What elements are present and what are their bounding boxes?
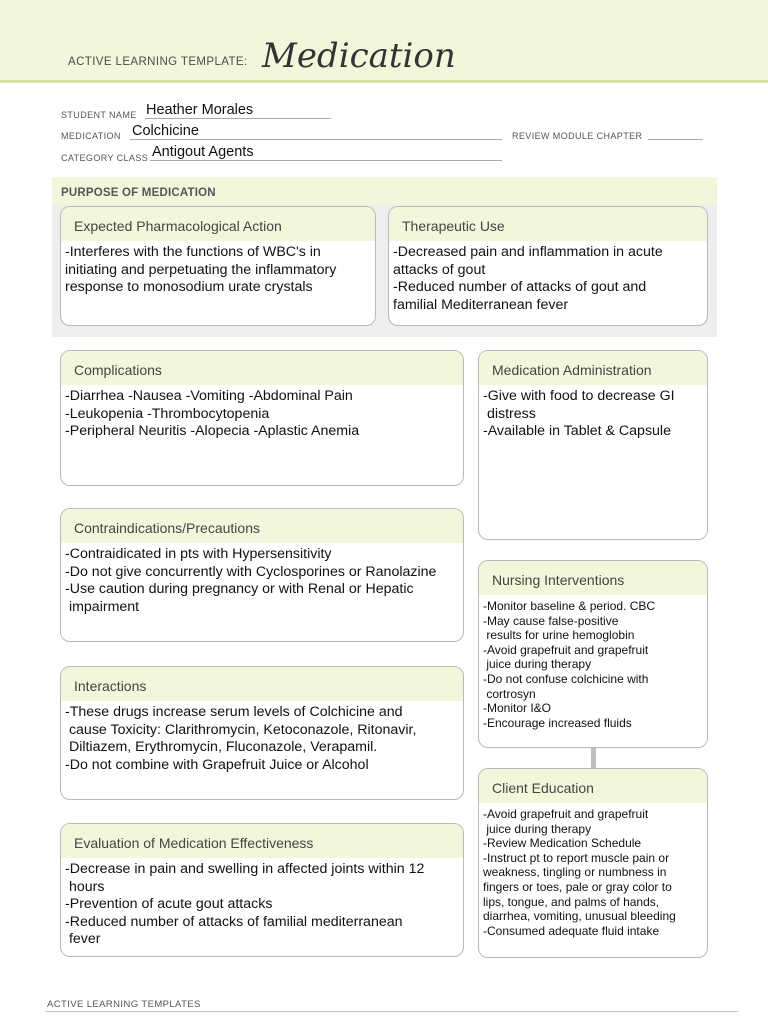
text-line: -Avoid grapefruit and grapefruit xyxy=(483,807,649,821)
client-education-heading: Client Education xyxy=(479,769,707,803)
expected-action-heading: Expected Pharmacological Action xyxy=(61,207,375,241)
contraindications-text[interactable] xyxy=(61,543,463,616)
footer-text: ACTIVE LEARNING TEMPLATES xyxy=(47,999,201,1010)
text-line: response to monosodium urate crystals xyxy=(65,279,313,296)
review-module-label: REVIEW MODULE CHAPTER xyxy=(512,131,643,141)
text-line: -Decrease in pain and swelling in affected joints within 12 xyxy=(65,861,425,877)
text-line: cause Toxicity: Clarithromycin, Ketoconazole, Ritonavir, xyxy=(65,721,417,738)
text-line: -Give with food to decrease GI xyxy=(483,388,675,404)
category-class-value[interactable]: Antigout Agents xyxy=(152,144,254,160)
text-line: cortrosyn xyxy=(483,686,536,701)
text-line: -Instruct pt to report muscle pain or xyxy=(483,850,670,865)
text-line: -Avoid grapefruit and grapefruit xyxy=(483,642,649,657)
text-line: -Reduced number of attacks of familial mediterranean xyxy=(65,913,403,930)
text-line: -Prevention of acute gout attacks xyxy=(65,896,273,913)
complications-box xyxy=(60,350,464,486)
administration-box xyxy=(478,350,708,540)
text-line: initiating and perpetuating the inflammatory xyxy=(65,261,337,278)
medication-line xyxy=(130,139,502,140)
category-class-label: CATEGORY CLASS xyxy=(61,153,149,163)
box-connector xyxy=(591,748,596,769)
student-name-label: STUDENT NAME xyxy=(61,110,137,120)
text-line: familial Mediterranean fever xyxy=(393,296,569,313)
text-line: -Peripheral Neuritis -Alopecia -Aplastic Anemia xyxy=(65,423,360,440)
contraindications-heading: Contraindications/Precautions xyxy=(61,509,463,543)
medication-label: MEDICATION xyxy=(61,131,121,141)
evaluation-heading: Evaluation of Medication Effectiveness xyxy=(61,824,463,858)
text-line: -Consumed adequate fluid intake xyxy=(483,923,660,938)
student-name-value[interactable]: Heather Morales xyxy=(146,102,254,118)
text-line: -Use caution during pregnancy or with Renal or Hepatic xyxy=(65,581,414,598)
interactions-box xyxy=(60,666,464,800)
complications-heading: Complications xyxy=(61,351,463,385)
evaluation-box xyxy=(60,823,464,957)
text-line: -Do not confuse colchicine with xyxy=(483,671,649,686)
interactions-text[interactable] xyxy=(61,701,463,774)
student-name-line xyxy=(145,118,331,119)
evaluation-text[interactable] xyxy=(61,858,463,949)
text-line: -Monitor I&O xyxy=(483,701,552,716)
text-line: Diltiazem, Erythromycin, Fluconazole, Verapamil. xyxy=(65,739,378,756)
nursing-interventions-text[interactable] xyxy=(479,595,707,730)
text-line: juice during therapy xyxy=(483,657,592,672)
administration-heading: Medication Administration xyxy=(479,351,707,385)
text-line: -Available in Tablet & Capsule xyxy=(483,423,671,440)
text-line: -Do not combine with Grapefruit Juice or Alcohol xyxy=(65,756,369,773)
text-line: -Reduced number of attacks of gout and xyxy=(393,279,647,296)
therapeutic-use-box xyxy=(388,206,708,326)
text-line: -Do not give concurrently with Cyclosporines or Ranolazine xyxy=(65,563,437,580)
text-line: results for urine hemoglobin xyxy=(483,628,635,643)
complications-text[interactable] xyxy=(61,385,463,441)
text-line: fever xyxy=(65,931,101,948)
review-module-field[interactable] xyxy=(648,139,703,140)
template-prefix: ACTIVE LEARNING TEMPLATE: xyxy=(68,56,248,68)
text-line: attacks of gout xyxy=(393,261,486,278)
contraindications-box xyxy=(60,508,464,642)
text-line: -Review Medication Schedule xyxy=(483,836,642,851)
category-class-line xyxy=(150,160,502,161)
text-line: weakness, tingling or numbness in xyxy=(483,865,667,880)
nursing-interventions-box xyxy=(478,560,708,748)
text-line: impairment xyxy=(65,598,140,615)
text-line: hours xyxy=(65,878,105,895)
text-line: -Decreased pain and inflammation in acute xyxy=(393,244,663,260)
administration-text[interactable] xyxy=(479,385,707,441)
text-line: -Monitor baseline & period. CBC xyxy=(483,599,656,613)
text-line: -These drugs increase serum levels of Colchicine and xyxy=(65,704,403,720)
footer-line xyxy=(45,1011,738,1012)
text-line: -May cause false-positive xyxy=(483,613,619,628)
expected-action-text[interactable] xyxy=(61,241,375,297)
text-line: juice during therapy xyxy=(483,821,592,836)
text-line: fingers or toes, pale or gray color to xyxy=(483,879,672,894)
nursing-interventions-heading: Nursing Interventions xyxy=(479,561,707,595)
text-line: diarrhea, vomiting, unusual bleeding xyxy=(483,909,676,924)
text-line: -Encourage increased fluids xyxy=(483,715,632,730)
medication-value[interactable]: Colchicine xyxy=(132,123,199,139)
text-line: -Diarrhea -Nausea -Vomiting -Abdominal Pain xyxy=(65,388,353,404)
text-line: -Leukopenia -Thrombocytopenia xyxy=(65,405,270,422)
text-line: -Interferes with the functions of WBC's in xyxy=(65,244,321,260)
text-line: lips, tongue, and palms of hands, xyxy=(483,894,660,909)
text-line: -Contraidicated in pts with Hypersensitivity xyxy=(65,546,332,562)
page-title: Medication xyxy=(262,36,456,76)
therapeutic-use-text[interactable] xyxy=(389,241,707,314)
client-education-box xyxy=(478,768,708,958)
text-line: distress xyxy=(483,405,536,422)
expected-action-box xyxy=(60,206,376,326)
therapeutic-use-heading: Therapeutic Use xyxy=(389,207,707,241)
interactions-heading: Interactions xyxy=(61,667,463,701)
purpose-title: PURPOSE OF MEDICATION xyxy=(61,187,216,199)
client-education-text[interactable] xyxy=(479,803,707,938)
